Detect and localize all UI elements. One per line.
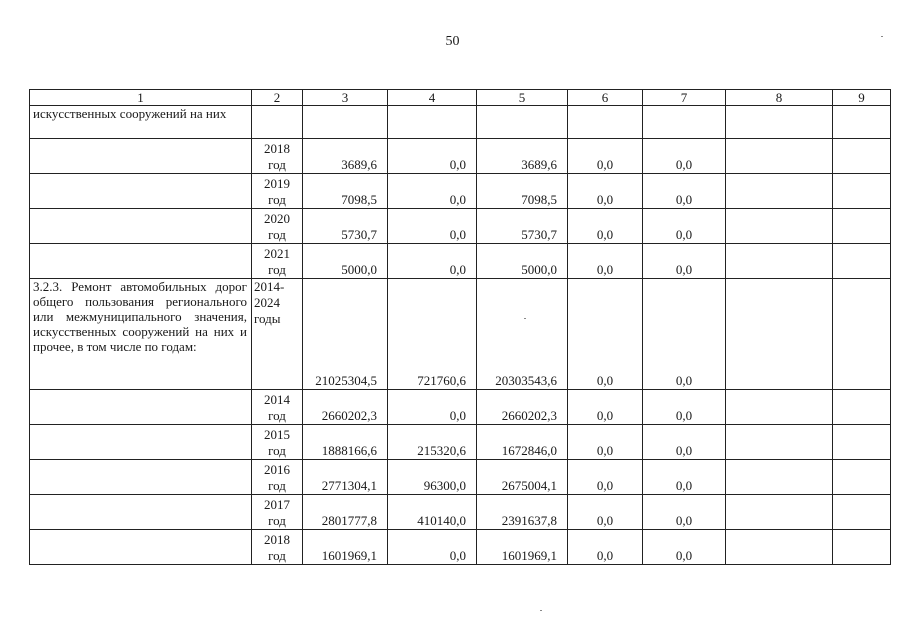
budget-table [29, 89, 891, 565]
local-cell: 0,0 [568, 495, 643, 530]
scan-speck [524, 318, 526, 319]
col9-cell [833, 139, 891, 174]
federal-cell: 0,0 [388, 209, 477, 244]
federal-cell: 0,0 [388, 244, 477, 279]
scan-speck [881, 36, 883, 37]
column-header: 3 [303, 90, 388, 106]
local-cell: 0,0 [568, 425, 643, 460]
col9-cell [833, 495, 891, 530]
extra-cell: 0,0 [643, 244, 726, 279]
federal-cell: 0,0 [388, 139, 477, 174]
extra-cell: 0,0 [643, 279, 726, 390]
extra-cell: 0,0 [643, 425, 726, 460]
table-row [30, 460, 891, 495]
period-cell: 2017 год [252, 495, 303, 530]
regional-cell: 20303543,6 [477, 279, 568, 390]
item-name-cell [30, 390, 252, 425]
column-header: 7 [643, 90, 726, 106]
table-row [30, 174, 891, 209]
extra-cell: 0,0 [643, 209, 726, 244]
column-header: 4 [388, 90, 477, 106]
page-number: 50 [445, 34, 460, 49]
local-cell: 0,0 [568, 460, 643, 495]
col9-cell [833, 390, 891, 425]
extra-cell: 0,0 [643, 139, 726, 174]
col8-cell [726, 460, 833, 495]
col9-cell [833, 279, 891, 390]
period-cell: 2019 год [252, 174, 303, 209]
local-cell: 0,0 [568, 139, 643, 174]
local-cell: 0,0 [568, 174, 643, 209]
period-cell: 2021 год [252, 244, 303, 279]
col8-cell [726, 530, 833, 565]
header-row [30, 90, 891, 106]
period-cell: 2014 год [252, 390, 303, 425]
column-header: 1 [30, 90, 252, 106]
col9-cell [833, 174, 891, 209]
regional-cell: 3689,6 [477, 139, 568, 174]
col8-cell [726, 425, 833, 460]
extra-cell: 0,0 [643, 174, 726, 209]
item-name-cell: 3.2.3. Ремонт автомобильных дорог общего пользования регионального или межмуниципального значения, искусственных сооружений на них и прочее, в том числе по годам: [30, 279, 252, 390]
table-row [30, 530, 891, 565]
regional-cell: 5730,7 [477, 209, 568, 244]
total-cell: 2771304,1 [303, 460, 388, 495]
federal-cell: 0,0 [388, 530, 477, 565]
col9-cell [833, 425, 891, 460]
col9-cell [833, 530, 891, 565]
col9-cell [833, 244, 891, 279]
item-name-cell [30, 530, 252, 565]
col8-cell [726, 174, 833, 209]
total-cell: 7098,5 [303, 174, 388, 209]
column-header: 9 [833, 90, 891, 106]
regional-cell: 2660202,3 [477, 390, 568, 425]
local-cell: 0,0 [568, 279, 643, 390]
regional-cell: 2675004,1 [477, 460, 568, 495]
item-name-cell [30, 425, 252, 460]
col8-cell [726, 279, 833, 390]
table-row [30, 139, 891, 174]
total-cell: 2660202,3 [303, 390, 388, 425]
period-cell: 2014-2024 годы [252, 279, 303, 390]
total-cell: 3689,6 [303, 139, 388, 174]
regional-cell: 5000,0 [477, 244, 568, 279]
item-name-cell [30, 139, 252, 174]
period-cell: 2016 год [252, 460, 303, 495]
item-name-cell [30, 244, 252, 279]
extra-cell: 0,0 [643, 460, 726, 495]
total-cell: 1888166,6 [303, 425, 388, 460]
col9-cell [833, 106, 891, 139]
federal-cell: 721760,6 [388, 279, 477, 390]
extra-cell: 0,0 [643, 495, 726, 530]
regional-cell: 7098,5 [477, 174, 568, 209]
federal-cell: 215320,6 [388, 425, 477, 460]
table-row [30, 495, 891, 530]
federal-cell: 0,0 [388, 174, 477, 209]
col8-cell [726, 209, 833, 244]
item-name-cell [30, 174, 252, 209]
total-cell: 1601969,1 [303, 530, 388, 565]
table-row [30, 425, 891, 460]
period-cell: 2018 год [252, 139, 303, 174]
local-cell: 0,0 [568, 530, 643, 565]
period-cell: 2018 год [252, 530, 303, 565]
local-cell: 0,0 [568, 209, 643, 244]
column-header: 6 [568, 90, 643, 106]
period-cell [252, 106, 303, 139]
column-header: 5 [477, 90, 568, 106]
period-cell: 2020 год [252, 209, 303, 244]
regional-cell: 1601969,1 [477, 530, 568, 565]
extra-cell [643, 106, 726, 139]
col8-cell [726, 495, 833, 530]
table-row [30, 106, 891, 139]
federal-cell [388, 106, 477, 139]
total-cell: 21025304,5 [303, 279, 388, 390]
total-cell: 2801777,8 [303, 495, 388, 530]
total-cell: 5730,7 [303, 209, 388, 244]
period-cell: 2015 год [252, 425, 303, 460]
item-name-cell [30, 209, 252, 244]
item-name-cell: искусственных сооружений на них [30, 106, 252, 139]
federal-cell: 0,0 [388, 390, 477, 425]
col8-cell [726, 390, 833, 425]
regional-cell [477, 106, 568, 139]
local-cell: 0,0 [568, 244, 643, 279]
col8-cell [726, 106, 833, 139]
regional-cell: 2391637,8 [477, 495, 568, 530]
table-row [30, 244, 891, 279]
extra-cell: 0,0 [643, 390, 726, 425]
federal-cell: 410140,0 [388, 495, 477, 530]
col9-cell [833, 460, 891, 495]
table-row [30, 279, 891, 390]
local-cell: 0,0 [568, 390, 643, 425]
regional-cell: 1672846,0 [477, 425, 568, 460]
column-header: 8 [726, 90, 833, 106]
table-row [30, 209, 891, 244]
federal-cell: 96300,0 [388, 460, 477, 495]
col8-cell [726, 244, 833, 279]
column-header: 2 [252, 90, 303, 106]
item-name-cell [30, 495, 252, 530]
total-cell [303, 106, 388, 139]
local-cell [568, 106, 643, 139]
extra-cell: 0,0 [643, 530, 726, 565]
table-row [30, 390, 891, 425]
col8-cell [726, 139, 833, 174]
total-cell: 5000,0 [303, 244, 388, 279]
col9-cell [833, 209, 891, 244]
scan-speck [540, 610, 542, 611]
item-name-cell [30, 460, 252, 495]
